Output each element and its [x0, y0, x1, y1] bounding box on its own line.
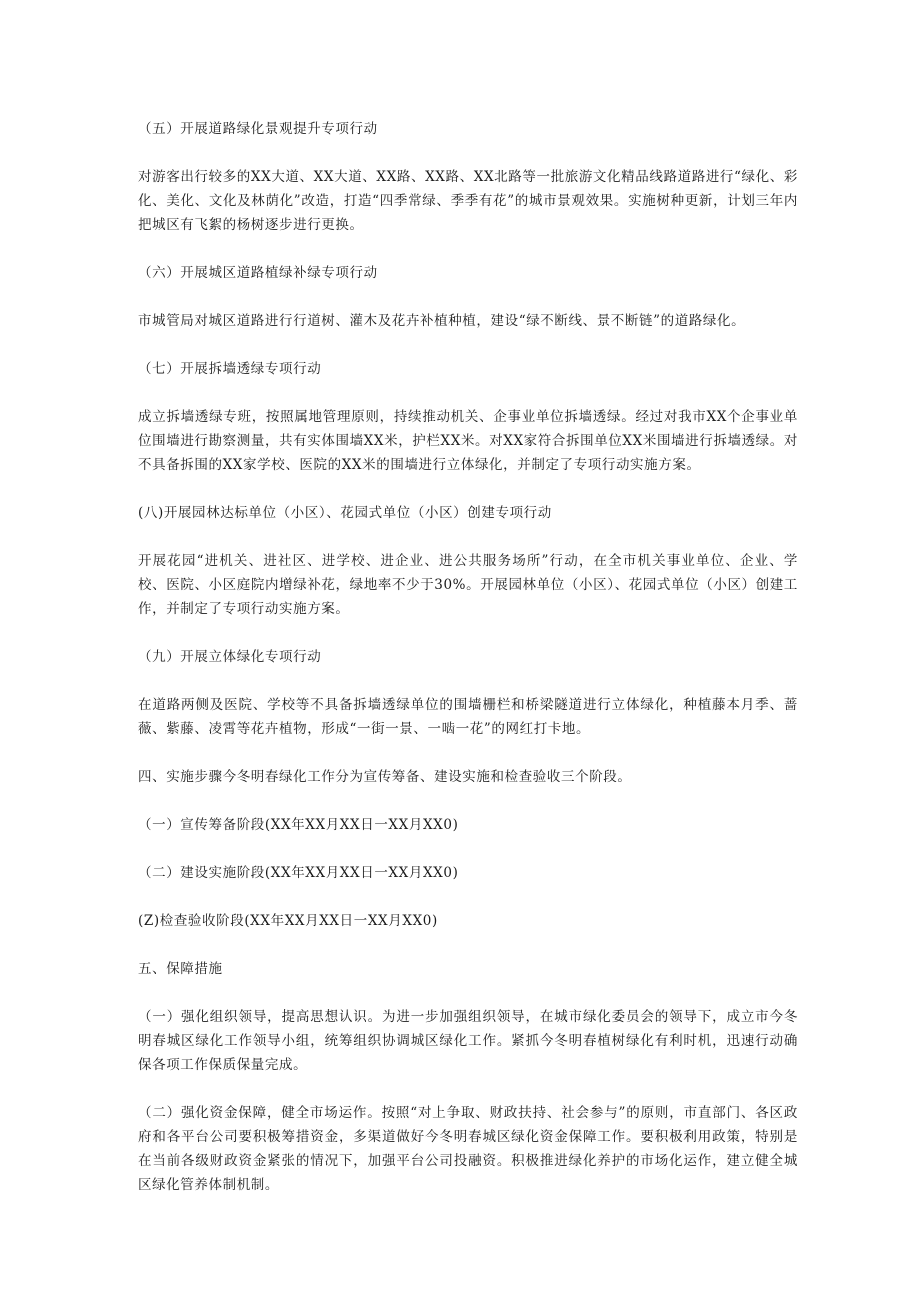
document-page: [138, 117, 798, 1197]
safeguard-paragraph-2: （二）强化资金保障，健全市场运作。按照“对上争取、财政扶持、社会参与”的原则，市直部门、各区政府和各平台公司要积极筹措资金，多渠道做好今冬明春城区绿化资金保障工作。要积极利用政策，特别是在当前各级财政资金紧张的情况下，加强平台公司投融资。积极推进绿化养护的市场化运作，建立健全城区绿化管养体制机制。: [138, 1105, 798, 1193]
paragraph-5: 对游客出行较多的XX大道、XX大道、XX路、XX路、XX北路等一批旅游文化精品线路道路进行“绿化、彩化、美化、文化及林荫化”改造，打造“四季常绿、季季有花”的城市景观效果。实施树种更新，计划三年内把城区有飞絮的杨树逐步进行更换。: [138, 169, 798, 233]
stage-1-heading: （一）宣传筹备阶段(XX年XX月XX日一XX月XX0): [138, 817, 459, 833]
section-heading-9: （九）开展立体绿化专项行动: [138, 649, 322, 665]
section-heading-6: （六）开展城区道路植绿补绿专项行动: [138, 265, 378, 281]
paragraph-7: 成立拆墙透绿专班，按照属地管理原则，持续推动机关、企事业单位拆墙透绿。经过对我市XX个企事业单位围墙进行勘察测量，共有实体围墙XX米，护栏XX米。对XX家符合拆围单位XX米围墙进行拆墙透绿。对不具备拆围的XX家学校、医院的XX米的围墙进行立体绿化，并制定了专项行动实施方案。: [138, 409, 798, 473]
section-heading-5: （五）开展道路绿化景观提升专项行动: [138, 121, 378, 137]
paragraph-6: 市城管局对城区道路进行行道树、灌木及花卉补植种植，建设“绿不断线、景不断链”的道路绿化。: [138, 313, 746, 329]
paragraph-9: 在道路两侧及医院、学校等不具备拆墙透绿单位的围墙栅栏和桥梁隧道进行立体绿化，种植藤本月季、蔷薇、紫藤、凌霄等花卉植物，形成“一街一景、一啮一花”的网红打卡地。: [138, 697, 798, 737]
stage-2-heading: （二）建设实施阶段(XX年XX月XX日一XX月XX0): [138, 865, 459, 881]
stage-3-heading: (Z)检查验收阶段(XX年XX月XX日一XX月XX0): [138, 913, 438, 929]
safeguard-paragraph-1: （一）强化组织领导，提高思想认识。为进一步加强组织领导，在城市绿化委员会的领导下，成立市今冬明春城区绿化工作领导小组，统筹组织协调城区绿化工作。紧抓今冬明春植树绿化有利时机，迅速行动确保各项工作保质保量完成。: [138, 1009, 798, 1073]
implementation-steps-intro: 四、实施步骤今冬明春绿化工作分为宣传筹备、建设实施和检查验收三个阶段。: [138, 769, 632, 785]
paragraph-8: 开展花园“进机关、进社区、进学校、进企业、进公共服务场所”行动，在全市机关事业单位、企业、学校、医院、小区庭院内增绿补花，绿地率不少于30%。开展园林单位（小区）、花园式单位（小区）创建工作，并制定了专项行动实施方案。: [138, 553, 798, 617]
safeguard-measures-heading: 五、保障措施: [138, 961, 223, 977]
section-heading-7: （七）开展拆墙透绿专项行动: [138, 361, 322, 377]
section-heading-8: (八)开展园林达标单位（小区）、花园式单位（小区）创建专项行动: [138, 505, 552, 521]
